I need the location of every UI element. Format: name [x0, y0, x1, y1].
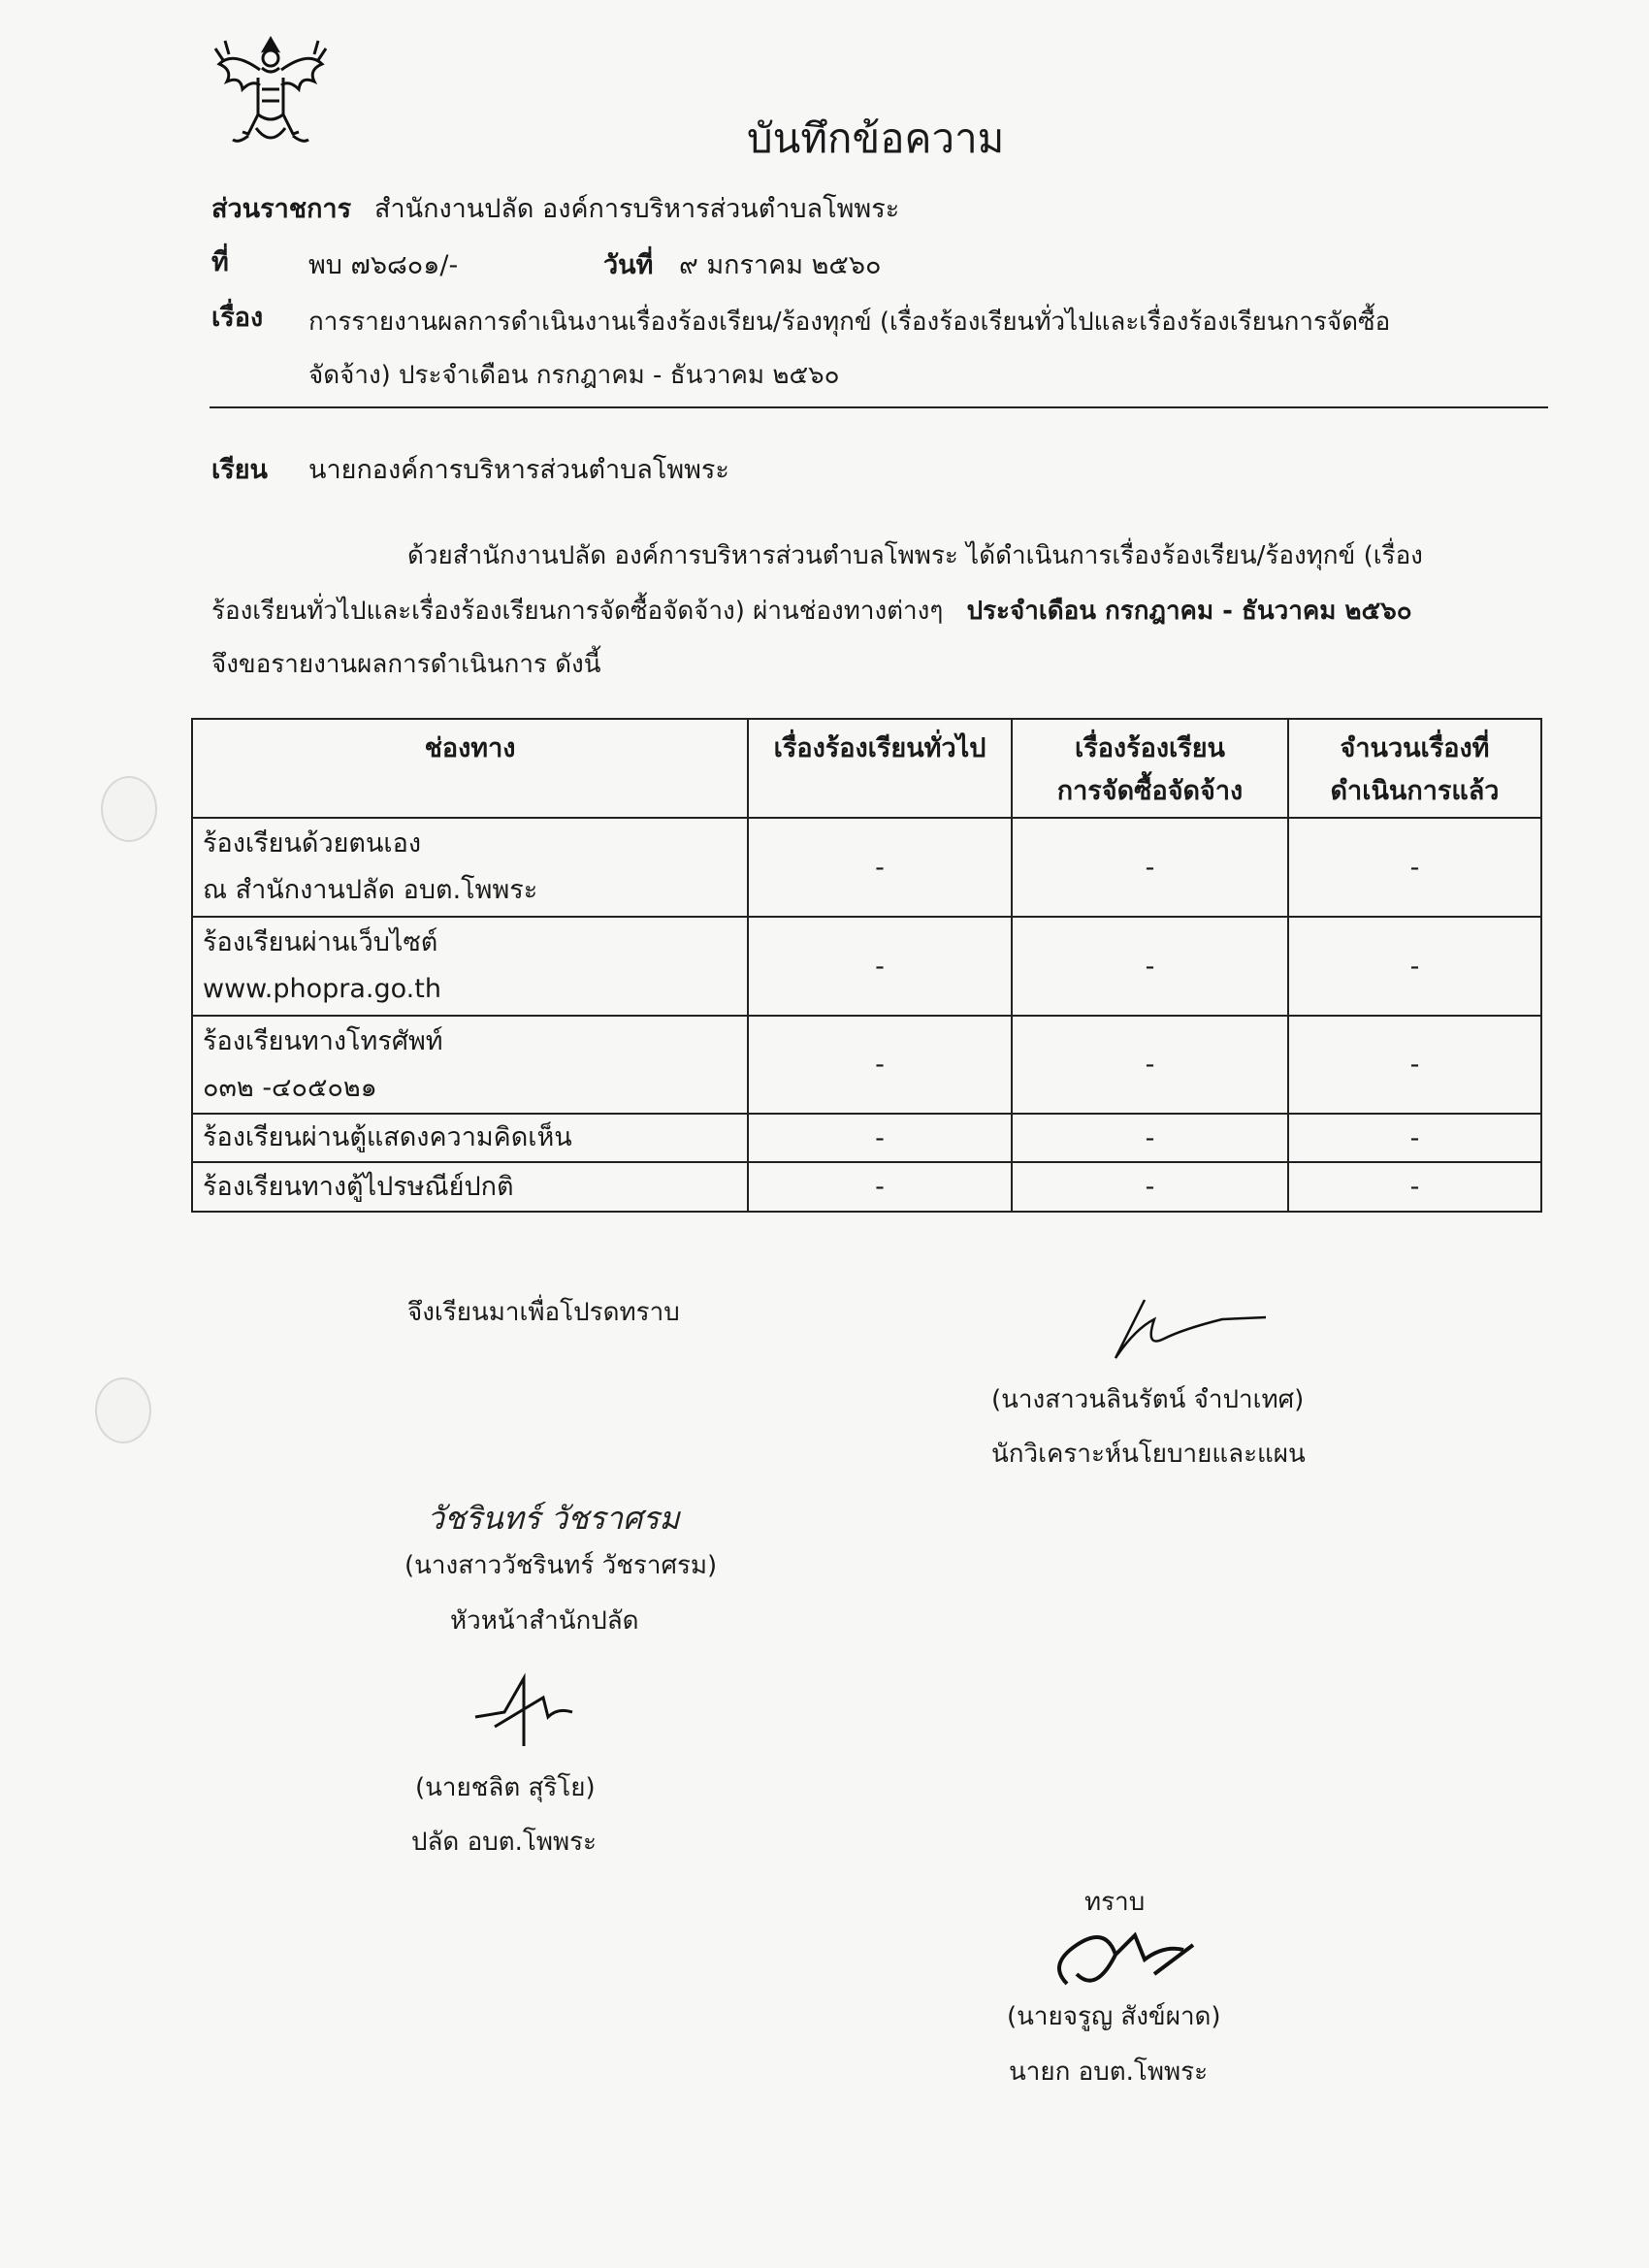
body-line-2	[211, 591, 1412, 631]
channel-cell: ร้องเรียนทางตู้ไปรษณีย์ปกติ	[192, 1162, 748, 1212]
procurement-cell: -	[1012, 818, 1288, 917]
body-line-3: จึงขอรายงานผลการดำเนินการ ดังนี้	[211, 650, 601, 679]
general-cell: -	[748, 1162, 1012, 1212]
general-cell: -	[748, 818, 1012, 917]
signer-4-name: (นายจรูญ สังข์ผาด)	[1007, 2002, 1221, 2031]
memo-title: บันทึกข้อความ	[747, 114, 1005, 162]
table-row	[192, 1162, 1541, 1212]
procurement-cell: -	[1012, 1016, 1288, 1114]
signature-3	[466, 1669, 592, 1756]
table-row	[192, 818, 1541, 917]
done-cell: -	[1288, 1162, 1541, 1212]
acknowledge-label: ทราบ	[1084, 1888, 1146, 1917]
general-cell: -	[748, 1016, 1012, 1114]
closing-text: จึงเรียนมาเพื่อโปรดทราบ	[407, 1298, 680, 1327]
subject-label: เรื่อง	[211, 303, 264, 333]
signature-2: วัชรินทร์ วัชราศรม	[427, 1500, 680, 1537]
ref-value: พบ ๗๖๘๐๑/-	[308, 250, 459, 280]
header-channel: ช่องทาง	[192, 719, 748, 818]
body-line-2-b: ประจำเดือน กรกฎาคม - ธันวาคม ๒๕๖๐	[966, 597, 1412, 626]
signer-2-position: หัวหน้าสำนักปลัด	[450, 1606, 639, 1636]
ref-label: ที่	[211, 247, 229, 277]
signature-4	[1028, 1916, 1222, 2003]
procurement-cell: -	[1012, 917, 1288, 1016]
signer-2-name: (นางสาววัชรินทร์ วัชราศรม)	[404, 1551, 718, 1580]
to-value: นายกองค์การบริหารส่วนตำบลโพพระ	[308, 455, 729, 485]
table-header-row	[192, 719, 1541, 818]
body-line-1: ด้วยสำนักงานปลัด องค์การบริหารส่วนตำบลโพพระ ได้ดำเนินการเรื่องร้องเรียน/ร้องทุกข์ (เรื่อง	[407, 541, 1423, 570]
header-procurement: เรื่องร้องเรียน การจัดซื้อจัดจ้าง	[1012, 719, 1288, 818]
done-cell: -	[1288, 1114, 1541, 1162]
table-row	[192, 1114, 1541, 1162]
complaints-table	[191, 718, 1542, 1213]
punch-hole-top	[101, 776, 157, 842]
table-row	[192, 1016, 1541, 1114]
general-cell: -	[748, 917, 1012, 1016]
done-cell: -	[1288, 917, 1541, 1016]
to-label: เรียน	[211, 455, 269, 485]
signer-3-position: ปลัด อบต.โพพระ	[411, 1828, 598, 1857]
agency-value: สำนักงานปลัด องค์การบริหารส่วนตำบลโพพระ	[374, 194, 900, 224]
punch-hole-bottom	[95, 1377, 151, 1443]
garuda-emblem	[213, 31, 328, 149]
signer-1-name: (นางสาวนลินรัตน์ จำปาเทศ)	[991, 1385, 1305, 1414]
channel-cell: ร้องเรียนทางโทรศัพท์ ๐๓๒ -๔๐๕๐๒๑	[192, 1016, 748, 1114]
channel-cell: ร้องเรียนด้วยตนเอง ณ สำนักงานปลัด อบต.โพพระ	[192, 818, 748, 917]
date-label: วันที่	[603, 250, 654, 280]
header-rule	[210, 406, 1548, 408]
procurement-cell: -	[1012, 1162, 1288, 1212]
signer-1-position: นักวิเคราะห์นโยบายและแผน	[991, 1440, 1306, 1469]
channel-cell: ร้องเรียนผ่านเว็บไซต์ www.phopra.go.th	[192, 917, 748, 1016]
header-general: เรื่องร้องเรียนทั่วไป	[748, 719, 1012, 818]
channel-cell: ร้องเรียนผ่านตู้แสดงความคิดเห็น	[192, 1114, 748, 1162]
date-value: ๙ มกราคม ๒๕๖๐	[679, 250, 882, 280]
subject-line-2: จัดจ้าง) ประจำเดือน กรกฎาคม - ธันวาคม ๒๕๖๐	[308, 361, 840, 390]
signer-4-position: นายก อบต.โพพระ	[1009, 2057, 1209, 2087]
signature-1	[1086, 1280, 1280, 1377]
general-cell: -	[748, 1114, 1012, 1162]
procurement-cell: -	[1012, 1114, 1288, 1162]
body-line-2-a: ร้องเรียนทั่วไปและเรื่องร้องเรียนการจัดซื้อจัดจ้าง) ผ่านช่องทางต่างๆ	[211, 597, 944, 626]
done-cell: -	[1288, 1016, 1541, 1114]
signer-3-name: (นายชลิต สุริโย)	[415, 1773, 596, 1802]
table-row	[192, 917, 1541, 1016]
agency-label: ส่วนราชการ	[211, 194, 352, 224]
header-done: จำนวนเรื่องที่ ดำเนินการแล้ว	[1288, 719, 1541, 818]
subject-line-1: การรายงานผลการดำเนินงานเรื่องร้องเรียน/ร้องทุกข์ (เรื่องร้องเรียนทั่วไปและเรื่องร้องเรียนการจัดซื้อ	[308, 308, 1391, 337]
done-cell: -	[1288, 818, 1541, 917]
